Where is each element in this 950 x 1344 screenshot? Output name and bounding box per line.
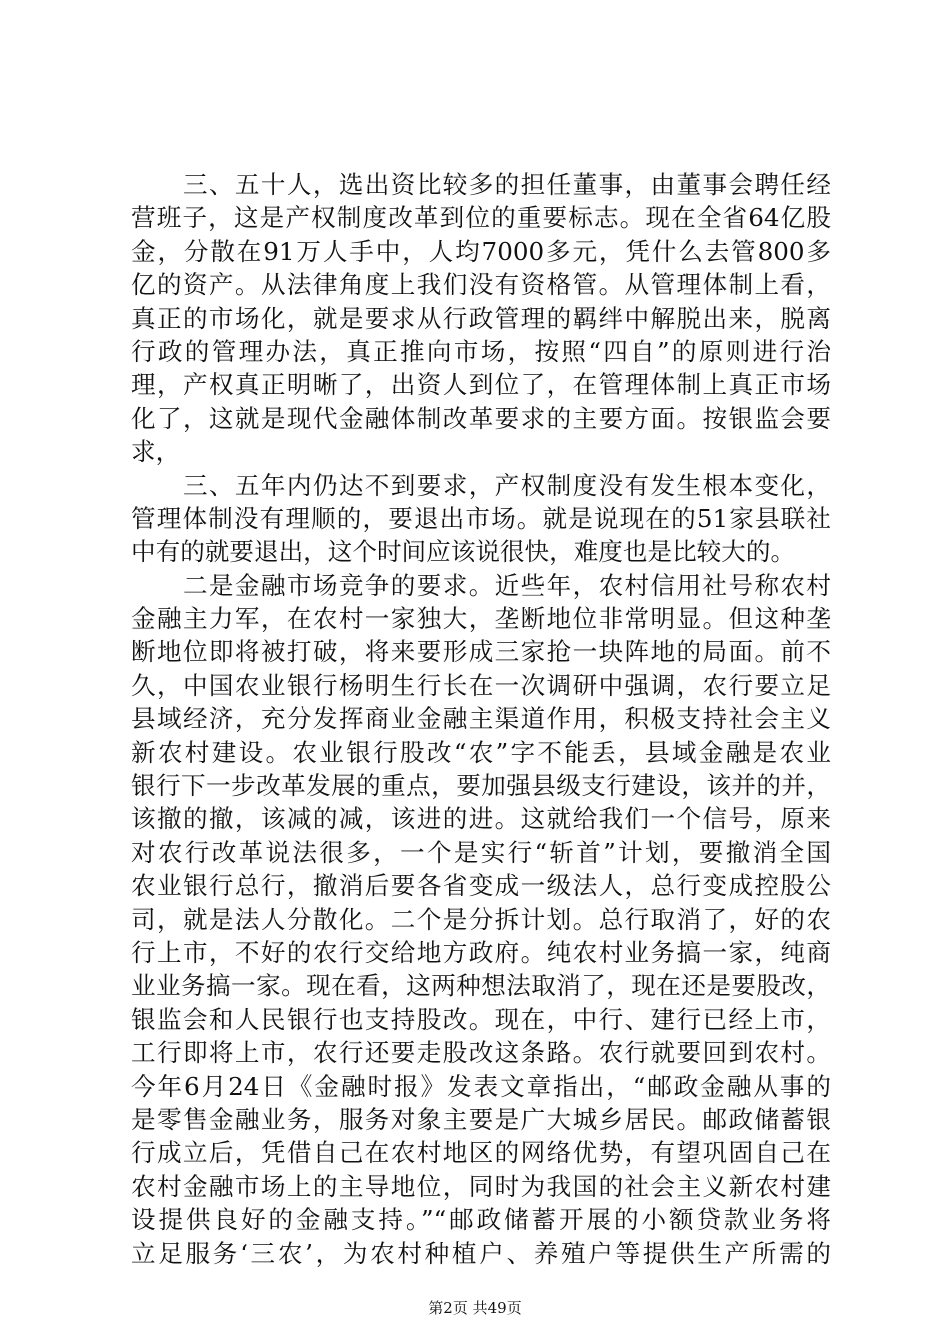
text-line: 农业银行总行，撤消后要各省变成一级法人，总行变成控股公 [131,871,831,901]
text-line: 三、五十人，选出资比较多的担任董事，由董事会聘任经 [131,170,831,199]
text-line: 该撤的撤，该减的减，该进的进。这就给我们一个信号，原来 [131,804,831,834]
text-line: 行成立后，凭借自己在农村地区的网络优势，有望巩固自己在 [131,1138,831,1168]
text-line: 对农行改革说法很多，一个是实行“斩首”计划，要撤消全国 [131,837,831,867]
text-line: 新农村建设。农业银行股改“农”字不能丢，县域金融是农业 [131,737,831,767]
text-line: 是零售金融业务，服务对象主要是广大城乡居民。邮政储蓄银 [131,1104,831,1134]
text-line: 行政的管理办法，真正推向市场，按照“四自”的原则进行治 [131,336,831,366]
text-line: 久，中国农业银行杨明生行长在一次调研中强调，农行要立足 [131,670,831,700]
text-line: 管理体制没有理顺的，要退出市场。就是说现在的51家县联社 [131,503,831,533]
text-line: 化了，这就是现代金融体制改革要求的主要方面。按银监会要 [131,403,831,433]
text-line: 设提供良好的金融支持。”“邮政储蓄开展的小额贷款业务将 [131,1205,831,1235]
body-text [131,168,831,1270]
text-line: 今年6月24日《金融时报》发表文章指出，“邮政金融从事的 [131,1071,831,1101]
text-line: 亿的资产。从法律角度上我们没有资格管。从管理体制上看， [131,270,831,300]
text-line: 中有的就要退出，这个时间应该说很快，难度也是比较大的。 [131,537,796,567]
text-line: 县域经济，充分发挥商业金融主渠道作用，积极支持社会主义 [131,704,831,734]
text-line: 农村金融市场上的主导地位，同时为我国的社会主义新农村建 [131,1171,831,1201]
text-line: 求， [131,437,181,467]
text-line: 理，产权真正明晰了，出资人到位了，在管理体制上真正市场 [131,370,831,400]
page-footer: 第2页 共49页 [428,1299,522,1317]
text-line: 金，分散在91万人手中，人均7000多元，凭什么去管800多 [131,236,831,266]
text-line: 银行下一步改革发展的重点，要加强县级支行建设，该并的并， [131,771,831,801]
text-line: 三、五年内仍达不到要求，产权制度没有发生根本变化， [131,470,831,500]
text-line: 司，就是法人分散化。二个是分拆计划。总行取消了，好的农 [131,904,831,934]
text-line: 断地位即将被打破，将来要形成三家抢一块阵地的局面。前不 [131,637,831,667]
text-line: 金融主力军，在农村一家独大，垄断地位非常明显。但这种垄 [131,604,831,634]
text-line: 营班子，这是产权制度改革到位的重要标志。现在全省64亿股 [131,203,831,233]
text-line: 银监会和人民银行也支持股改。现在，中行、建行已经上市， [131,1004,831,1034]
text-line: 业业务搞一家。现在看，这两种想法取消了，现在还是要股改， [131,971,831,1001]
text-line: 真正的市场化，就是要求从行政管理的羁绊中解脱出来，脱离 [131,303,831,333]
text-line: 二是金融市场竞争的要求。近些年，农村信用社号称农村 [131,570,831,600]
text-line: 立足服务‘三农’，为农村种植户、养殖户等提供生产所需的 [131,1238,831,1268]
text-line: 工行即将上市，农行还要走股改这条路。农行就要回到农村。 [131,1038,831,1068]
text-line: 行上市，不好的农行交给地方政府。纯农村业务搞一家，纯商 [131,937,831,967]
